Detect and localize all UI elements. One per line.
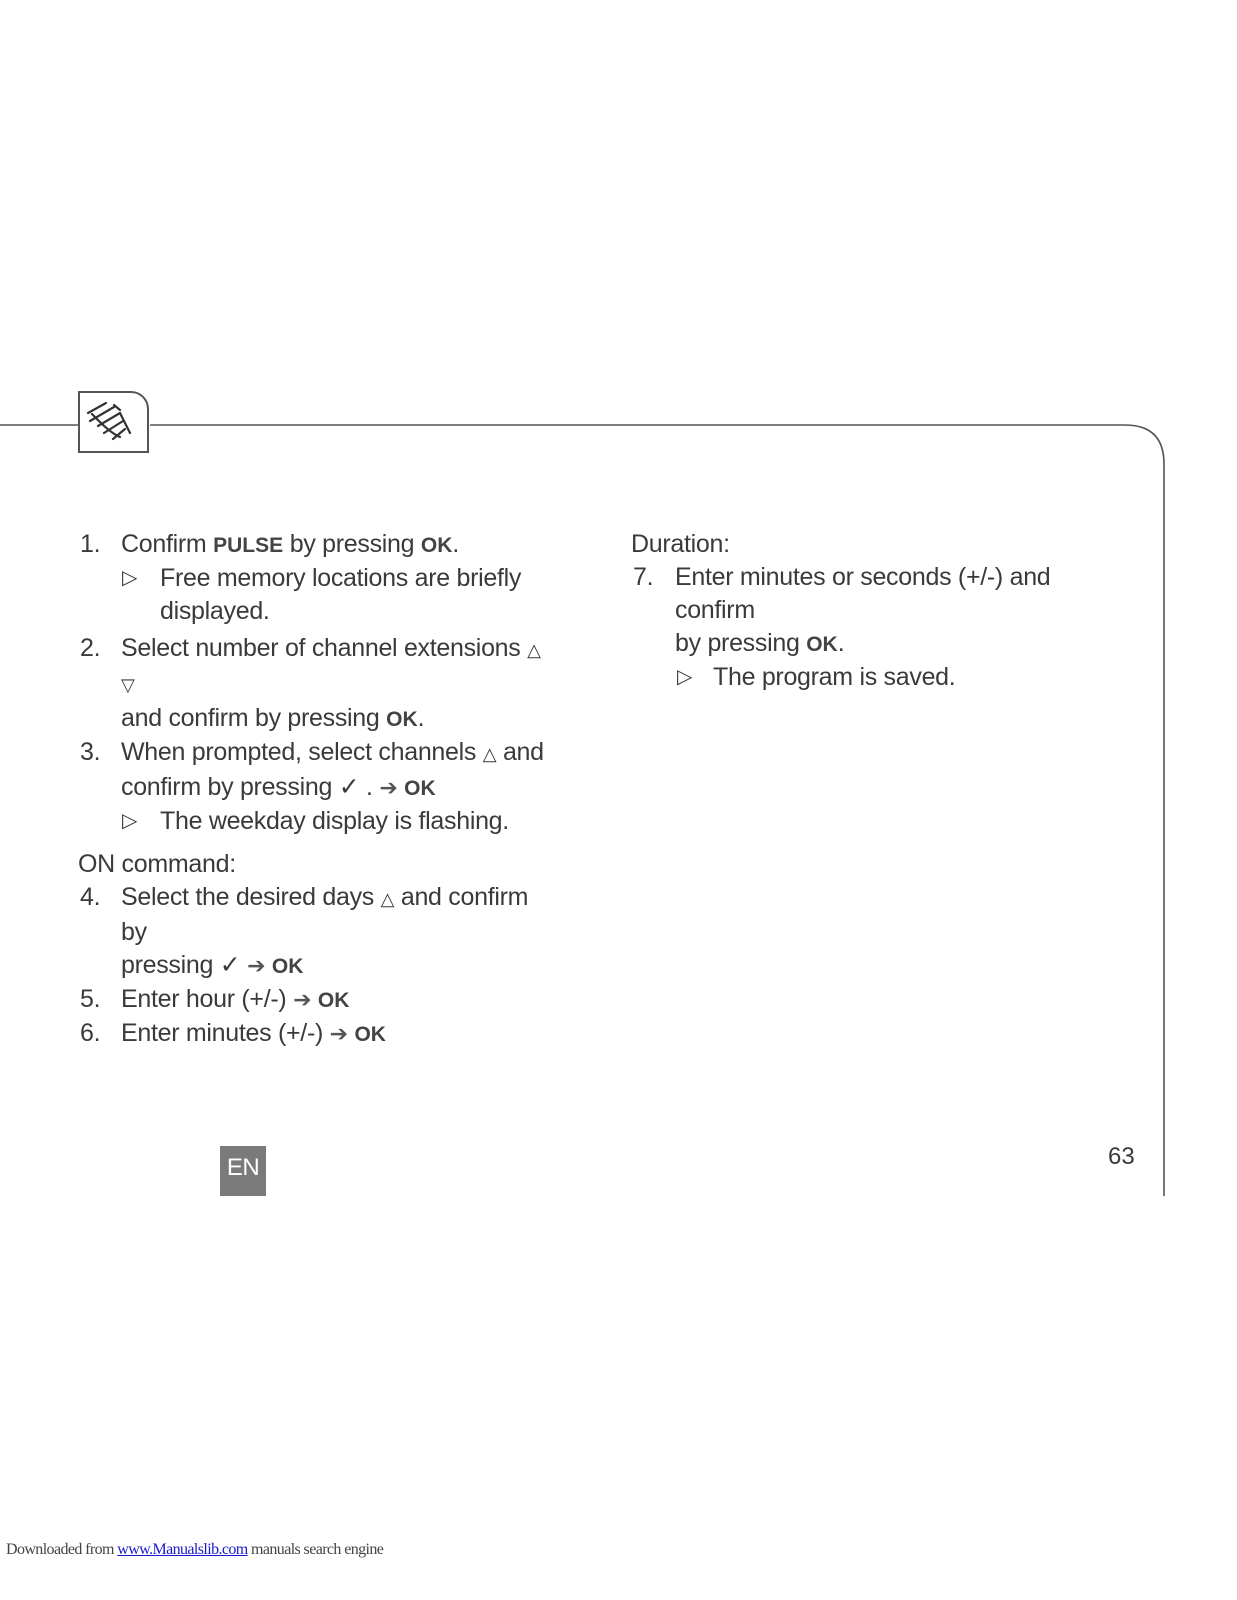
footer-text: Downloaded from [6,1541,118,1558]
note-text: The weekday display is flashing. [160,807,509,835]
left-column [78,528,558,1051]
footer [6,1541,383,1559]
step-number: 1. [80,530,101,558]
step-text: Enter hour (+/-) [121,985,287,1013]
ok-label: OK [354,1023,386,1046]
step-text: and [502,738,544,766]
language-badge: EN [220,1146,266,1196]
footer-text: manuals search engine [247,1541,384,1558]
page-number: 63 [1108,1143,1135,1170]
ok-label: OK [317,989,350,1012]
ok-label: OK [386,708,418,731]
triangle-right-icon: ▷ [122,567,138,589]
step-number: 3. [80,738,101,766]
step-text: by pressing [283,530,421,558]
step-number: 5. [80,985,101,1013]
step-number: 2. [80,634,101,662]
step-text: . [366,773,373,801]
step-text: When prompted, select channels [121,738,477,766]
note-text: The program is saved. [713,663,956,691]
step-text: . [417,704,425,732]
triangle-down-icon: ▽ [121,675,135,695]
step-text: confirm by pressing [121,773,333,801]
step-text: and confirm by [121,883,529,946]
ok-label: OK [271,955,304,978]
step-text: by pressing [675,629,807,657]
step-3-note [78,805,558,838]
triangle-up-icon: △ [380,889,395,909]
triangle-up-icon: △ [482,744,497,764]
duration-heading: Duration: [631,530,730,558]
step-4 [78,881,558,983]
step-text: Enter minutes or seconds (+/-) and confirm [675,563,1051,624]
triangle-right-icon: ▷ [677,666,693,688]
hand-press-icon [78,391,149,453]
checkmark-icon: ✓ [219,951,241,979]
step-text: and confirm by pressing [121,704,387,732]
triangle-right-icon: ▷ [122,810,138,832]
step-6 [78,1017,558,1051]
arrow-right-icon: ➔ [293,987,312,1012]
arrow-right-icon: ➔ [247,953,266,978]
ok-label: OK [806,633,838,656]
on-command-heading: ON command: [78,850,236,878]
step-text: . [837,629,845,657]
arrow-right-icon: ➔ [329,1021,348,1046]
pulse-label: PULSE [213,534,284,557]
checkmark-icon: ✓ [338,773,360,801]
step-1-note [78,562,558,628]
step-text: Select the desired days [121,883,374,911]
step-3 [78,736,558,805]
ok-label: OK [420,534,453,557]
ok-label: OK [404,777,436,800]
step-text: pressing [121,951,214,979]
step-number: 4. [80,883,101,911]
step-5 [78,983,558,1017]
right-column [631,528,1131,694]
triangle-up-icon: △ [527,640,541,660]
step-text: Select number of channel extensions [121,634,521,662]
note-text: Free memory locations are briefly [160,564,522,592]
step-2 [78,632,558,736]
step-text: Confirm [121,530,214,558]
note-text: displayed. [160,597,270,625]
step-1 [78,528,558,562]
manualslib-link[interactable]: www.Manualslib.com [117,1541,248,1558]
step-text: Enter minutes (+/-) [121,1019,324,1047]
step-number: 6. [80,1019,101,1047]
step-7 [631,561,1131,661]
arrow-right-icon: ➔ [379,775,398,800]
step-7-note [631,661,1131,694]
step-number: 7. [633,563,654,591]
step-text: . [452,530,460,558]
